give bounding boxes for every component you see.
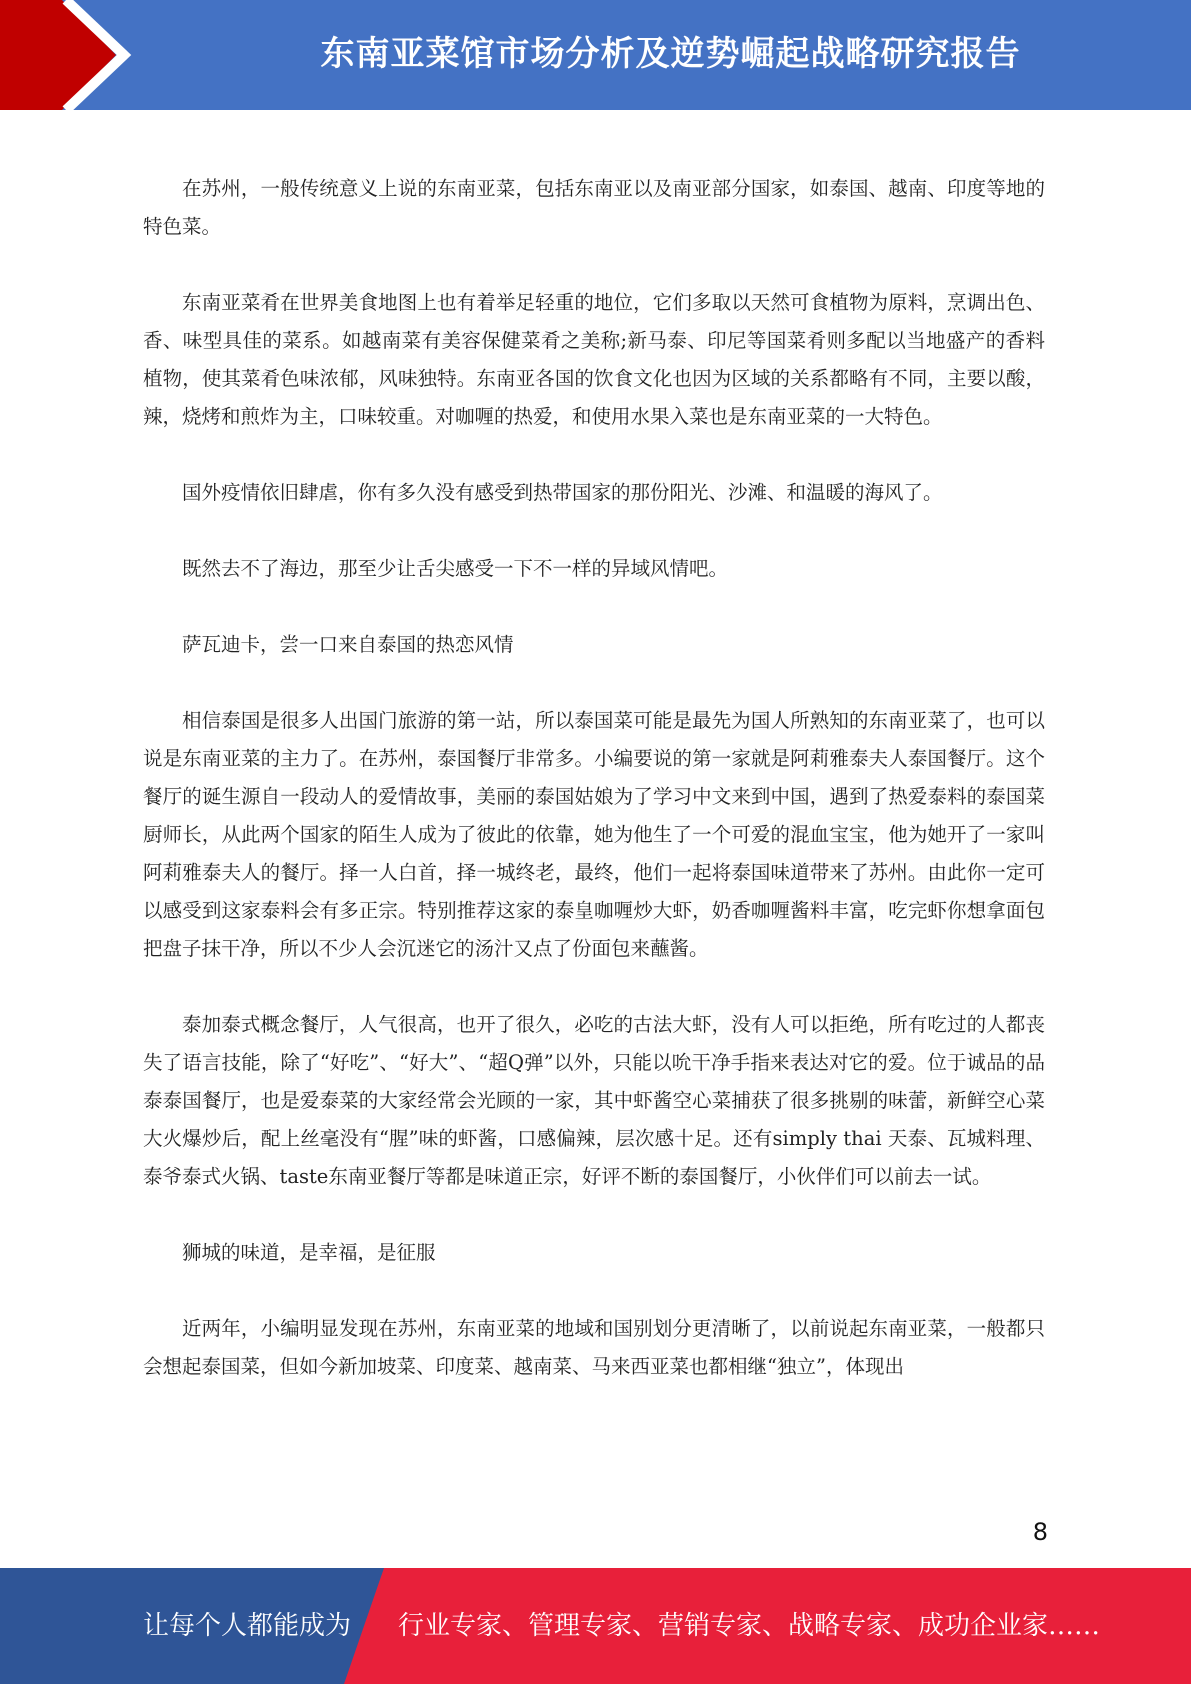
report-title: 东南亚菜馆市场分析及逆势崛起战略研究报告 [320,34,1021,74]
page-number: 8 [1032,1518,1048,1546]
header-arrow-decoration [0,0,160,110]
footer-slogan-left: 让每个人都能成为 [143,1611,352,1641]
footer-slogan-right: 行业专家、管理专家、营销专家、战略专家、成功企业家…… [398,1611,1101,1641]
paragraph: 近两年，小编明显发现在苏州，东南亚菜的地域和国别划分更清晰了，以前说起东南亚菜，一般都只会想起泰国菜，但如今新加坡菜、印度菜、越南菜、马来西亚菜也都相继“独立”，体现出 [143,1317,1045,1378]
paragraph: 东南亚菜肴在世界美食地图上也有着举足轻重的地位，它们多取以天然可食植物为原料，烹调出色、香、味型具佳的菜系。如越南菜有美容保健菜肴之美称;新马泰、印尼等国菜肴则多配以当地盛产的香料植物，使其菜肴色味浓郁，风味独特。东南亚各国的饮食文化也因为区域的关系都略有不同，主要以酸，辣，烧烤和煎炸为主，口味较重。对咖喱的热爱，和使用水果入菜也是东南亚菜的一大特色。 [143,291,1045,428]
section-heading: 狮城的味道，是幸福，是征服 [182,1241,436,1264]
body-content [143,170,1045,1424]
paragraph: 泰加泰式概念餐厅，人气很高，也开了很久，必吃的古法大虾，没有人可以拒绝，所有吃过的人都丧失了语言技能，除了“好吃”、“好大”、“超Q弹”以外，只能以吮干净手指来表达对它的爱。位于诚品的品泰泰国餐厅，也是爱泰菜的大家经常会光顾的一家，其中虾酱空心菜捕获了很多挑剔的味蕾，新鲜空心菜大火爆炒后，配上丝毫没有“腥”味的虾酱，口感偏辣，层次感十足。还有simply thai 天泰、瓦城料理、泰爷泰式火锅、taste东南亚餐厅等都是味道正宗，好评不断的泰国餐厅，小伙伴们可以前去一试。 [143,1013,1045,1188]
paragraph: 在苏州，一般传统意义上说的东南亚菜，包括东南亚以及南亚部分国家，如泰国、越南、印度等地的特色菜。 [143,177,1045,238]
paragraph: 既然去不了海边，那至少让舌尖感受一下不一样的异域风情吧。 [182,557,729,580]
paragraph: 相信泰国是很多人出国门旅游的第一站，所以泰国菜可能是最先为国人所熟知的东南亚菜了，也可以说是东南亚菜的主力了。在苏州，泰国餐厅非常多。小编要说的第一家就是阿莉雅泰夫人泰国餐厅。这个餐厅的诞生源自一段动人的爱情故事，美丽的泰国姑娘为了学习中文来到中国，遇到了热爱泰料的泰国菜厨师长，从此两个国家的陌生人成为了彼此的依靠，她为他生了一个可爱的混血宝宝，他为她开了一家叫阿莉雅泰夫人的餐厅。择一人白首，择一城终老，最终，他们一起将泰国味道带来了苏州。由此你一定可以感受到这家泰料会有多正宗。特别推荐这家的泰皇咖喱炒大虾，奶香咖喱酱料丰富，吃完虾你想拿面包把盘子抹干净，所以不少人会沉迷它的汤汁又点了份面包来蘸酱。 [143,709,1045,960]
section-heading: 萨瓦迪卡，尝一口来自泰国的热恋风情 [182,633,514,656]
footer-banner [0,1568,1191,1684]
paragraph: 国外疫情依旧肆虐，你有多久没有感受到热带国家的那份阳光、沙滩、和温暖的海风了。 [182,481,943,504]
header-banner [0,0,1191,110]
